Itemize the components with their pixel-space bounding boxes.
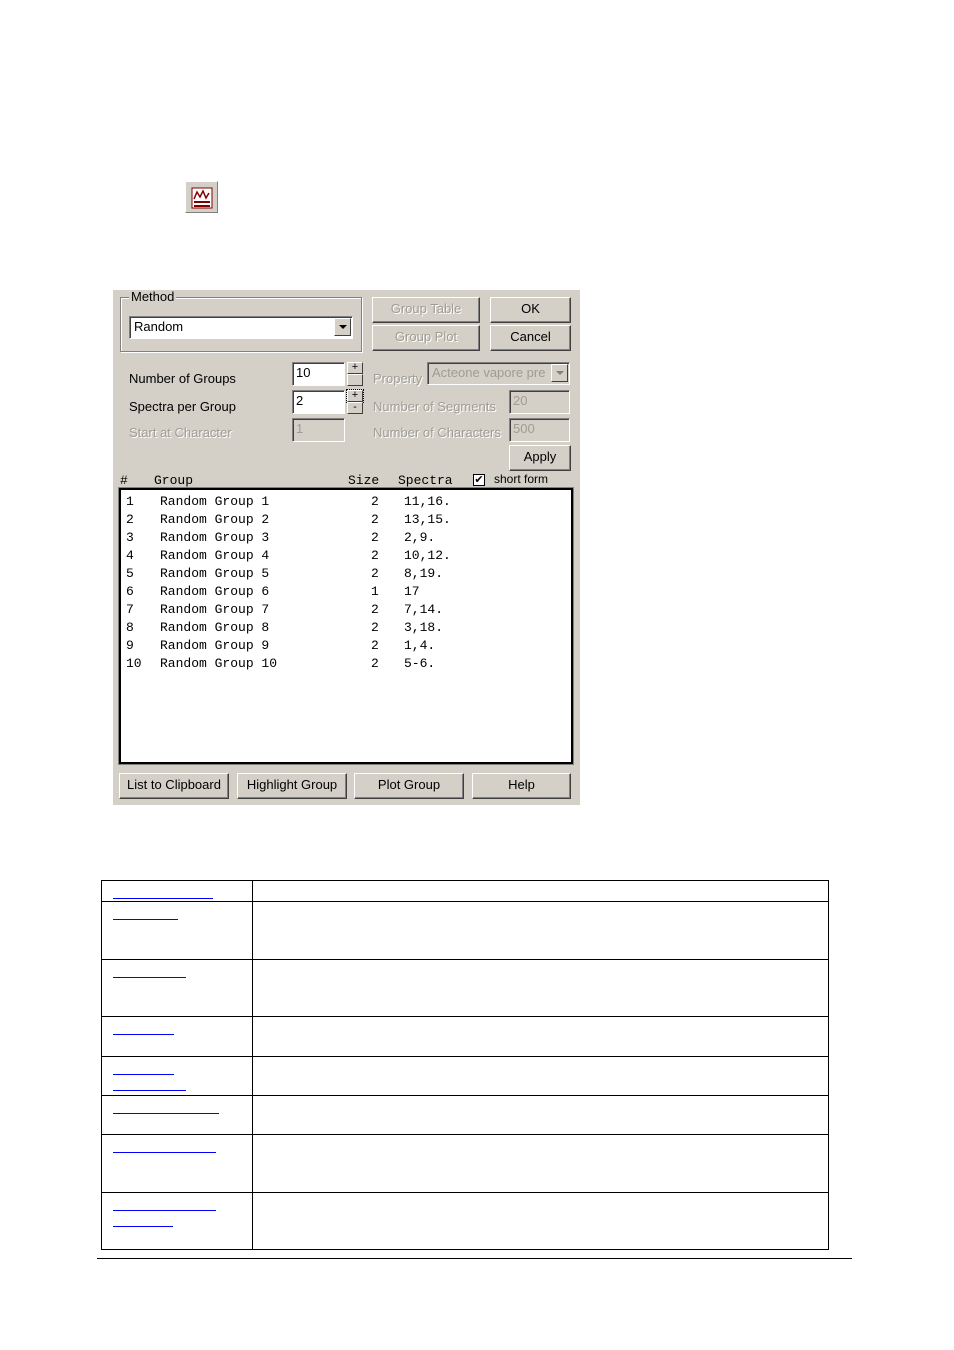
- list-item-size: 2: [371, 620, 379, 635]
- list-item-size: 2: [371, 548, 379, 563]
- table-cell: [102, 1096, 253, 1135]
- table-cell: [102, 1017, 253, 1057]
- table-row: [102, 1017, 829, 1057]
- property-label: Property: [373, 371, 423, 386]
- group-spectra-dialog: [113, 290, 580, 805]
- chevron-down-icon[interactable]: [334, 318, 351, 336]
- group-spectra-toolbar-icon[interactable]: [185, 181, 218, 213]
- table-cell: [102, 902, 253, 960]
- group-table-button[interactable]: [372, 297, 480, 323]
- table-link[interactable]: [113, 1103, 219, 1114]
- list-item-spectra: 2,9.: [404, 530, 436, 545]
- list-item-group: Random Group 3: [160, 530, 270, 545]
- help-button-label: Help: [508, 777, 535, 792]
- list-item-spectra: 8,19.: [404, 566, 444, 581]
- list-item-size: 2: [371, 656, 379, 671]
- table-row: [102, 902, 829, 960]
- list-item-size: 2: [371, 512, 379, 527]
- list-header-group: Group: [154, 473, 194, 488]
- table-row: [102, 1057, 829, 1096]
- list-item-group: Random Group 4: [160, 548, 270, 563]
- list-item-group: Random Group 5: [160, 566, 270, 581]
- list-item-num: 9: [126, 638, 134, 653]
- group-plot-button-label: Group Plot: [394, 329, 458, 344]
- list-item-group: Random Group 8: [160, 620, 270, 635]
- table-cell: [102, 881, 253, 902]
- spectra-per-group-input[interactable]: 2: [292, 390, 345, 414]
- method-select[interactable]: [129, 316, 353, 339]
- spectra-per-group-increment[interactable]: +: [347, 390, 363, 402]
- list-item-size: 1: [371, 584, 379, 599]
- table-cell: [253, 1096, 829, 1135]
- table-row: [102, 960, 829, 1017]
- chevron-down-icon[interactable]: [551, 364, 568, 382]
- table-cell: [253, 902, 829, 960]
- cancel-button[interactable]: [490, 325, 571, 351]
- table-link[interactable]: [113, 1142, 216, 1153]
- table-cell: [253, 1017, 829, 1057]
- list-item-group: Random Group 7: [160, 602, 270, 617]
- list-item-spectra: 7,14.: [404, 602, 444, 617]
- table-cell: [253, 881, 829, 902]
- list-item-size: 2: [371, 566, 379, 581]
- list-item-size: 2: [371, 530, 379, 545]
- list-item-spectra: 5-6.: [404, 656, 436, 671]
- list-item-group: Random Group 6: [160, 584, 270, 599]
- checkmark-icon: ✔: [474, 474, 484, 486]
- reference-table: [101, 880, 829, 1250]
- list-item-num: 4: [126, 548, 134, 563]
- table-link[interactable]: [113, 1024, 174, 1035]
- spectra-per-group-label: Spectra per Group: [129, 399, 236, 414]
- list-item-group: Random Group 10: [160, 656, 278, 671]
- footer-divider: [97, 1258, 852, 1259]
- list-item-num: 1: [126, 494, 134, 509]
- table-row: [102, 1135, 829, 1193]
- table-link[interactable]: [113, 1064, 174, 1075]
- table-cell: [253, 960, 829, 1017]
- table-row: [102, 881, 829, 902]
- number-of-segments-label: Number of Segments: [373, 399, 496, 414]
- list-item-num: 6: [126, 584, 134, 599]
- number-of-groups-decrement[interactable]: [347, 374, 363, 386]
- number-of-groups-input[interactable]: 10: [292, 362, 345, 386]
- group-plot-button[interactable]: [372, 325, 480, 351]
- table-cell: [253, 1057, 829, 1096]
- table-cell: [253, 1193, 829, 1250]
- plot-group-button-label: Plot Group: [377, 777, 441, 792]
- table-link[interactable]: [113, 909, 178, 920]
- property-select-value: Acteone vapore pre: [432, 365, 546, 380]
- list-item-num: 7: [126, 602, 134, 617]
- ok-button[interactable]: [490, 297, 571, 323]
- list-item-size: 2: [371, 638, 379, 653]
- number-of-groups-increment[interactable]: +: [347, 362, 363, 374]
- list-item-group: Random Group 1: [160, 494, 270, 509]
- table-row: [102, 1096, 829, 1135]
- help-button[interactable]: [472, 773, 571, 799]
- list-header-size: Size: [348, 473, 380, 488]
- group-table-button-label: Group Table: [390, 301, 462, 316]
- start-at-character-input[interactable]: 1: [292, 418, 345, 442]
- list-item-size: 2: [371, 494, 379, 509]
- list-item-spectra: 1,4.: [404, 638, 436, 653]
- list-to-clipboard-button-label: List to Clipboard: [127, 777, 221, 792]
- list-item-num: 10: [126, 656, 142, 671]
- list-to-clipboard-button[interactable]: [119, 773, 229, 799]
- method-select-value: Random: [134, 319, 184, 334]
- list-item-spectra: 3,18.: [404, 620, 444, 635]
- table-link[interactable]: [113, 967, 186, 978]
- table-row: [102, 1193, 829, 1250]
- list-header-spectra: Spectra: [398, 473, 453, 488]
- apply-button-label: Apply: [523, 449, 557, 464]
- cancel-button-label: Cancel: [510, 329, 551, 344]
- plot-group-button[interactable]: [354, 773, 464, 799]
- highlight-group-button[interactable]: [237, 773, 347, 799]
- list-item-group: Random Group 9: [160, 638, 270, 653]
- list-item-num: 8: [126, 620, 134, 635]
- number-of-characters-label: Number of Characters: [373, 425, 501, 440]
- property-select[interactable]: [427, 362, 570, 385]
- list-item-num: 2: [126, 512, 134, 527]
- list-item-size: 2: [371, 602, 379, 617]
- table-link[interactable]: [113, 888, 213, 899]
- number-of-groups-label: Number of Groups: [129, 371, 236, 386]
- table-link[interactable]: [113, 1080, 186, 1091]
- list-item-spectra: 11,16.: [404, 494, 451, 509]
- list-header-num: #: [120, 473, 128, 488]
- table-cell: [102, 1135, 253, 1193]
- number-of-characters-input[interactable]: 500: [509, 418, 570, 442]
- short-form-checkbox[interactable]: [473, 474, 485, 486]
- ok-button-label: OK: [521, 301, 540, 316]
- spectra-per-group-decrement[interactable]: -: [347, 402, 363, 414]
- table-link[interactable]: [113, 1200, 216, 1211]
- list-item-group: Random Group 2: [160, 512, 270, 527]
- table-link[interactable]: [113, 1216, 173, 1227]
- list-item-spectra: 10,12.: [404, 548, 451, 563]
- group-spectra-icon: [191, 187, 213, 209]
- list-item-spectra: 17: [404, 584, 420, 599]
- list-item-num: 5: [126, 566, 134, 581]
- table-cell: [253, 1135, 829, 1193]
- number-of-segments-input[interactable]: 20: [509, 390, 570, 414]
- table-cell: [102, 1057, 253, 1096]
- apply-button[interactable]: [509, 445, 571, 471]
- table-cell: [102, 960, 253, 1017]
- list-item-num: 3: [126, 530, 134, 545]
- list-item-spectra: 13,15.: [404, 512, 451, 527]
- short-form-label: short form: [494, 472, 549, 486]
- method-legend: Method: [131, 289, 175, 304]
- table-cell: [102, 1193, 253, 1250]
- groups-listbox[interactable]: [119, 488, 573, 764]
- highlight-group-button-label: Highlight Group: [246, 777, 338, 792]
- start-at-character-label: Start at Character: [129, 425, 232, 440]
